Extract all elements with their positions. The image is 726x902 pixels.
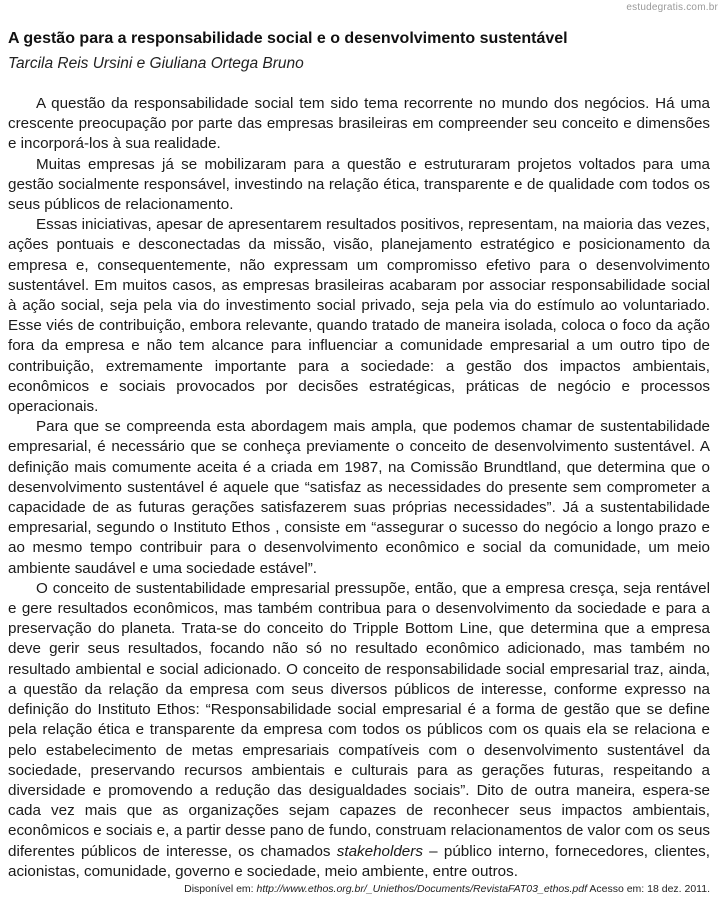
paragraph-5-tail: – público interno, fornecedores, clientes, acionistas, comunidade, governo e sociedade, meio ambiente, entre outros. bbox=[8, 842, 710, 880]
source-prefix: Disponível em: bbox=[184, 883, 257, 895]
article-title: A gestão para a responsabilidade social e o desenvolvimento sustentável bbox=[8, 30, 568, 47]
article-body bbox=[8, 94, 710, 882]
paragraph-4: Para que se compreenda esta abordagem mais ampla, que podemos chamar de sustentabilidade empresarial, é necessário que se conheça previamente o conceito de desenvolvimento sustentável. A definição mais comumente aceita é a criada em 1987, na Comissão Brundtland, que determina que o desenvolvimento sustentável é aquele que “satisfaz as necessidades do presente sem comprometer a capacidade de as futuras gerações satisfazerem suas próprias necessidades”. Já a sustentabilidade empresarial, segundo o Instituto Ethos , consiste em “assegurar o sucesso do negócio a longo prazo e ao mesmo tempo contribuir para o desenvolvimento econômico e social da comunidade, um meio ambiente saudável e uma sociedade estável”. bbox=[8, 418, 710, 577]
paragraph-5 bbox=[8, 579, 710, 882]
source-suffix: Acesso em: 18 dez. 2011. bbox=[587, 883, 710, 895]
paragraph-1: A questão da responsabilidade social tem sido tema recorrente no mundo dos negócios. Há uma crescente preocupação por parte das empresas brasileiras em compreender seu conceito e dimensões e incorporá-los à sua realidade. bbox=[8, 95, 710, 153]
paragraph-3: Essas iniciativas, apesar de apresentarem resultados positivos, representam, na maioria das vezes, ações pontuais e desconectadas da missão, visão, planejamento estratégico e posicionamento da empresa e, consequentemente, não expressam um compromisso efetivo para o desenvolvimento sustentável. Em muitos casos, as empresas brasileiras acabaram por associar responsabilidade social à ação social, seja pela via do investimento social privado, seja pela via do estímulo ao voluntariado. Esse viés de contribuição, embora relevante, quando tratado de maneira isolada, coloca o foco da ação fora da empresa e não tem alcance para influenciar a comunidade empresarial a um outro tipo de contribuição, extremamente importante para a sociedade: a gestão dos impactos ambientais, econômicos e sociais provocados por decisões estratégicas, práticas de negócio e processos operacionais. bbox=[8, 216, 710, 416]
stakeholders-term: stakeholders bbox=[336, 842, 423, 860]
paragraph-2: Muitas empresas já se mobilizaram para a questão e estruturaram projetos voltados para uma gestão socialmente responsável, investindo na relação ética, transparente e de qualidade com todos os seus públicos de relacionamento. bbox=[8, 155, 710, 214]
paragraph-5-text: O conceito de sustentabilidade empresarial pressupõe, então, que a empresa cresça, seja rentável e gere resultados econômicos, mas também contribua para o desenvolvimento da sociedade e para a preservação do planeta. Trata-se do conceito do Tripple Bottom Line, que determina que a empresa deve gerir seus resultados, focando não só no resultado econômico adicionado, mas também no resultado ambiental e social adicionado. O conceito de responsabilidade social empresarial traz, ainda, a questão da relação da empresa com seus diversos públicos de interesse, conforme expresso na definição do Instituto Ethos: “Responsabilidade social empresarial é a forma de gestão que se define pela relação ética e transparente da empresa com todos os públicos com os quais ela se relaciona e pelo estabelecimento de metas empresariais compatíveis com o desenvolvimento sustentável da sociedade, preservando recursos ambientais e culturais para as gerações futuras, respeitando a diversidade e promovendo a redução das desigualdades sociais”. Dito de outra maneira, espera-se cada vez mais que as organizações sejam capazes de reconhecer seus impactos ambientais, econômicos e sociais e, a partir desse pano de fundo, construam relacionamentos de valor com os seus diferentes públicos de interesse, os chamados bbox=[8, 579, 710, 860]
source-url[interactable]: http://www.ethos.org.br/_Uniethos/Documents/RevistaFAT03_ethos.pdf bbox=[256, 883, 588, 895]
article-authors: Tarcila Reis Ursini e Giuliana Ortega Bruno bbox=[8, 55, 304, 72]
watermark: estudegratis.com.br bbox=[626, 2, 718, 13]
source-citation bbox=[184, 883, 710, 895]
